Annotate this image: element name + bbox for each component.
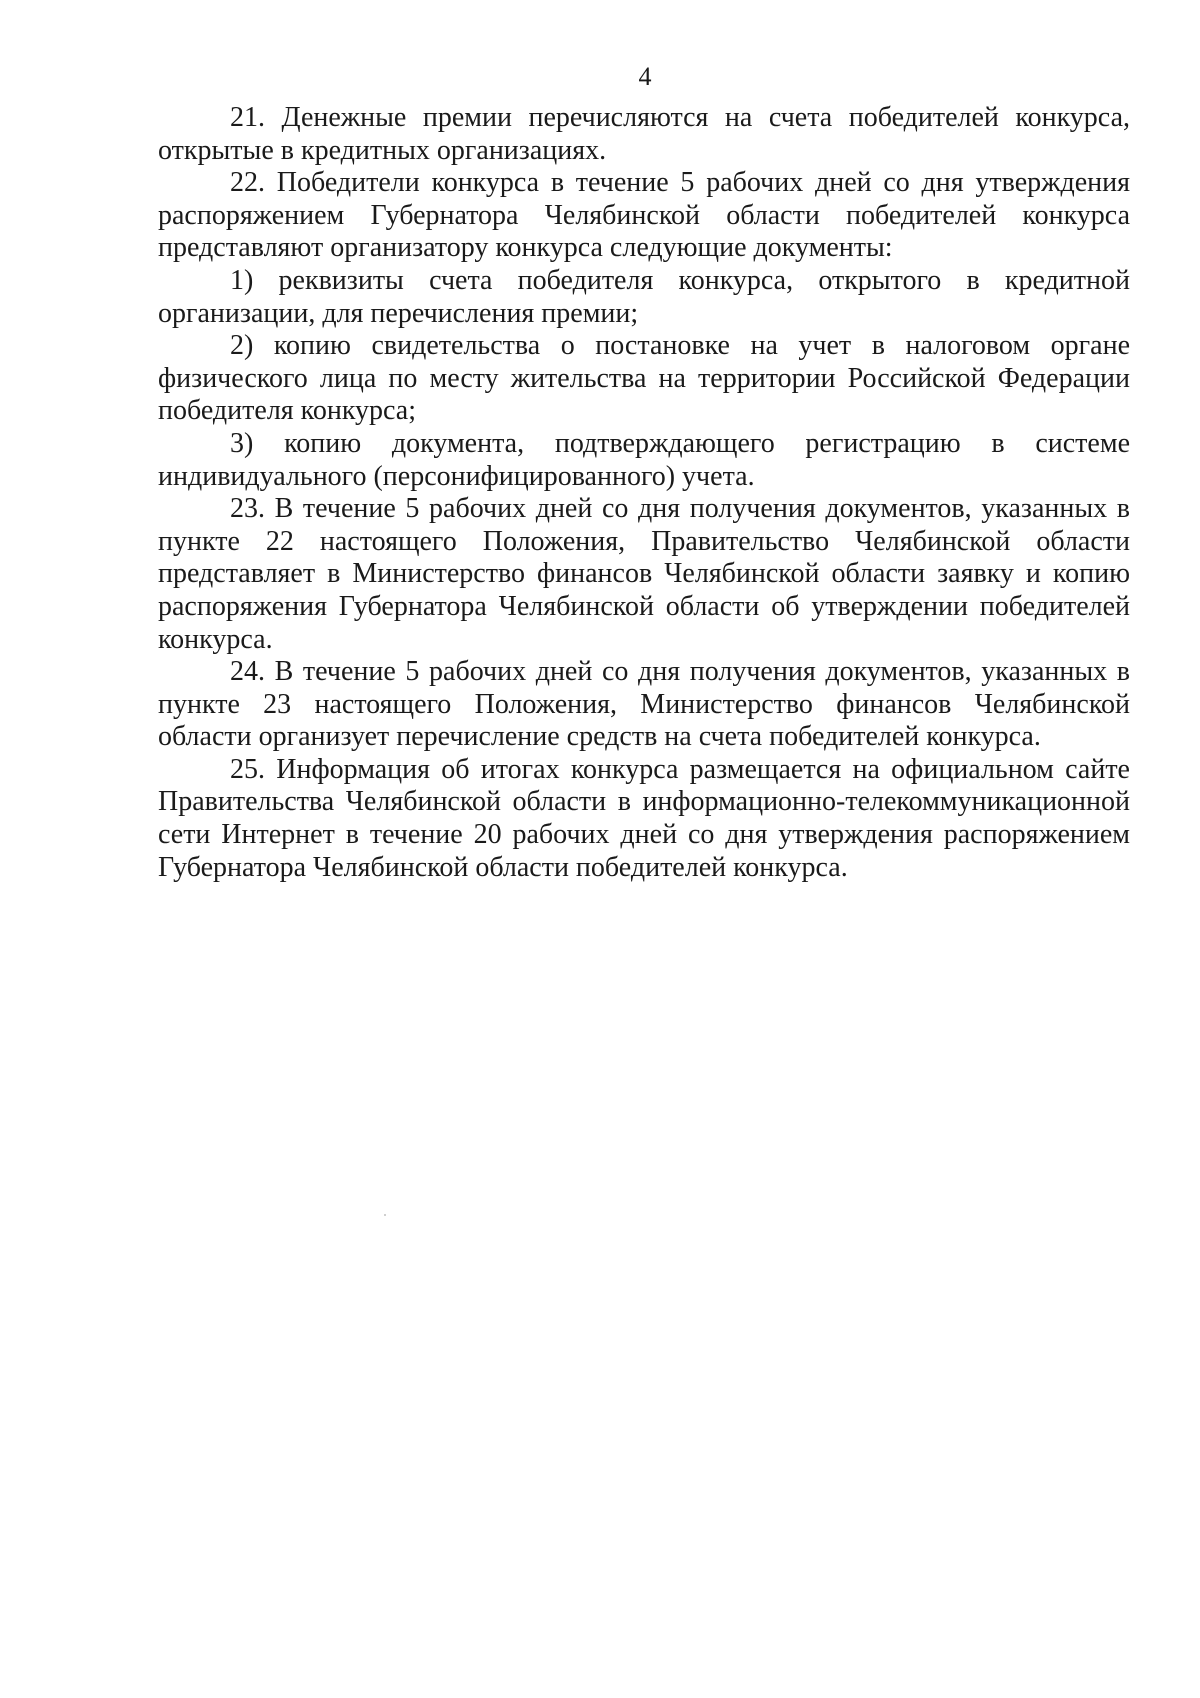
paragraph-25: 25. Информация об итогах конкурса размещается на официальном сайте Правительства Челябинской области в информационно-телекоммуникационной сети Интернет в течение 20 рабочих дней со дня утверждения распоряжением Губернатора Челябинской области победителей конкурса. [158,753,1130,883]
scan-speck [384,1214,386,1216]
document-body [158,102,1130,884]
paragraph-24: 24. В течение 5 рабочих дней со дня получения документов, указанных в пункте 23 настоящего Положения, Министерство финансов Челябинской области организует перечисление средств на счета победителей конкурса. [158,656,1130,753]
paragraph-22-item-2: 2) копию свидетельства о постановке на учет в налоговом органе физического лица по месту жительства на территории Российской Федерации победителя конкурса; [158,330,1130,427]
page-number: 4 [638,62,652,91]
paragraph-23: 23. В течение 5 рабочих дней со дня получения документов, указанных в пункте 22 настоящего Положения, Правительство Челябинской области представляет в Министерство финансов Челябинской области заявку и копию распоряжения Губернатора Челябинской области об утверждении победителей конкурса. [158,493,1130,655]
paragraph-21: 21. Денежные премии перечисляются на счета победителей конкурса, открытые в кредитных организациях. [158,102,1130,166]
paragraph-22-item-1: 1) реквизиты счета победителя конкурса, открытого в кредитной организации, для перечисления премии; [158,264,1130,329]
paragraph-22: 22. Победители конкурса в течение 5 рабочих дней со дня утверждения распоряжением Губернатора Челябинской области победителей конкурса представляют организатору конкурса следующие документы: [158,167,1130,264]
paragraph-22-item-3: 3) копию документа, подтверждающего регистрацию в системе индивидуального (персонифицированного) учета. [158,427,1130,492]
